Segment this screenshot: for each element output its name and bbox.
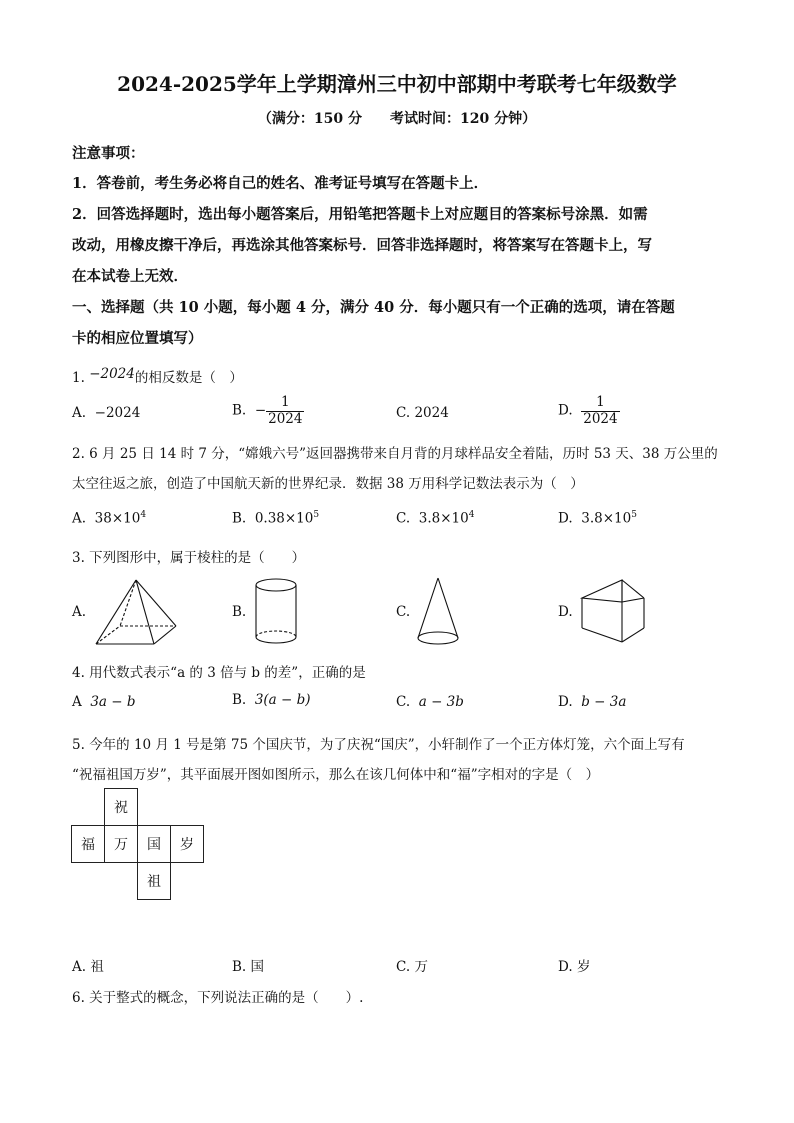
net-face-1: 福	[72, 826, 105, 863]
q1-text: 的相反数是（ ）	[134, 370, 243, 386]
question-4: 4. 用代数式表示“a 的 3 倍与 b 的差”，正确的是	[72, 665, 366, 681]
q4-option-c[interactable]: C. a − 3b	[396, 694, 464, 710]
q3-option-a-label[interactable]: A.	[72, 604, 87, 620]
q1-option-a[interactable]: A. −2024	[72, 405, 141, 421]
q4-option-a[interactable]: A 3a − b	[72, 694, 136, 710]
q2-option-b[interactable]: B. $0.38\times 10^5$	[232, 510, 320, 527]
q1-expression: −2024	[89, 366, 135, 382]
q3-option-d-label[interactable]: D.	[558, 604, 573, 620]
question-1	[72, 366, 243, 386]
notice-item-2-line-1: 2．回答选择题时，选出每小题答案后，用铅笔把答题卡上对应题目的答案标号涂黑．如需	[72, 206, 648, 223]
q2-option-a[interactable]: A. $38\times 10^4$	[72, 510, 147, 527]
q2-option-d[interactable]: D. $3.8\times 10^5$	[558, 510, 637, 527]
exam-info: （满分：150 分 考试时间：120 分钟）	[257, 111, 537, 127]
cube-net	[71, 788, 204, 900]
q5-option-d[interactable]: D. 岁	[558, 959, 591, 975]
q3-option-c-label[interactable]: C.	[396, 604, 411, 620]
net-face-2: 万	[105, 826, 138, 863]
q1-option-c[interactable]: C. 2024	[396, 405, 449, 421]
net-face-top: 祝	[105, 789, 138, 826]
section-heading-line-1: 一、选择题（共 10 小题，每小题 4 分，满分 40 分．每小题只有一个正确的选项，请在答题	[72, 299, 675, 316]
notice-heading: 注意事项：	[72, 145, 145, 162]
net-face-3: 国	[138, 826, 171, 863]
q4-option-b[interactable]: B. 3(a − b)	[232, 692, 311, 708]
question-6: 6. 关于整式的概念，下列说法正确的是（ ）.	[72, 990, 364, 1006]
pyramid-figure[interactable]	[92, 578, 180, 648]
q5-option-b[interactable]: B. 国	[232, 959, 265, 975]
q5-option-c[interactable]: C. 万	[396, 959, 428, 975]
q2-option-c[interactable]: C. $3.8\times 10^4$	[396, 510, 475, 527]
net-face-4: 岁	[171, 826, 204, 863]
question-number: 1.	[72, 370, 85, 386]
question-2-line-2: 太空往返之旅，创造了中国航天新的世界纪录．数据 38 万用科学记数法表示为（ ）	[72, 476, 584, 492]
question-3: 3. 下列图形中，属于棱柱的是（ ）	[72, 550, 306, 566]
cylinder-figure[interactable]	[252, 576, 302, 648]
q1-option-b[interactable]: B. − $\frac{1}{2024}$	[232, 394, 303, 427]
net-face-bottom: 祖	[138, 863, 171, 900]
triangular-prism-figure[interactable]	[578, 576, 648, 646]
q5-option-a[interactable]: A. 祖	[72, 959, 104, 975]
section-heading-line-2: 卡的相应位置填写）	[72, 330, 203, 347]
question-2-line-1: 2. 6 月 25 日 14 时 7 分，“嫦娥六号”返回器携带来自月背的月球样品安全着陆，历时 53 天、38 万公里的	[72, 446, 718, 462]
question-5-line-1: 5. 今年的 10 月 1 号是第 75 个国庆节，为了庆祝“国庆”，小轩制作了一个正方体灯笼，六个面上写有	[72, 737, 685, 753]
question-5-line-2: “祝福祖国万岁”，其平面展开图如图所示，那么在该几何体中和“福”字相对的字是（ ）	[72, 767, 600, 783]
q3-option-b-label[interactable]: B.	[232, 604, 247, 620]
page-title: 2024-2025学年上学期漳州三中初中部期中考联考七年级数学	[117, 72, 677, 96]
notice-item-2-line-2: 改动，用橡皮擦干净后，再选涂其他答案标号．回答非选择题时，将答案写在答题卡上，写	[72, 237, 652, 254]
q4-option-d[interactable]: D. b − 3a	[558, 694, 627, 710]
q1-option-d[interactable]: D. $\frac{1}{2024}$	[558, 394, 618, 427]
notice-item-2-line-3: 在本试卷上无效．	[72, 268, 188, 285]
cone-figure[interactable]	[414, 576, 464, 648]
notice-item-1: 1．答卷前，考生务必将自己的姓名、准考证号填写在答题卡上．	[72, 175, 489, 192]
